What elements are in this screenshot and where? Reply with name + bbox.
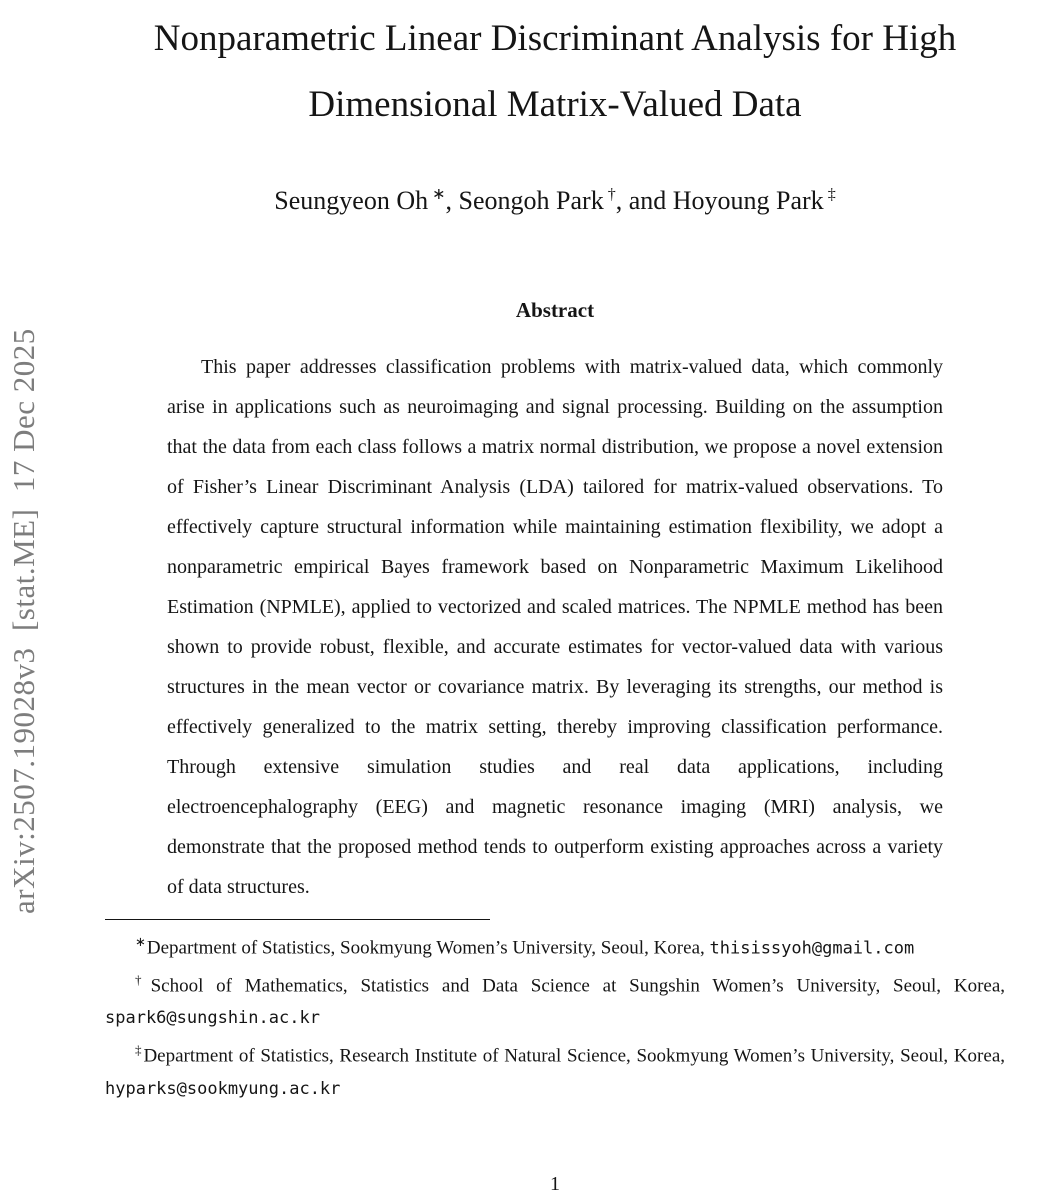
author-2	[459, 186, 673, 215]
author-2-mark: †	[607, 186, 616, 203]
footnote-1	[105, 926, 1005, 964]
author-2-name: Seongoh Park	[458, 185, 604, 215]
page-number: 1	[550, 1173, 560, 1195]
footnote-1-mark: ∗	[135, 933, 146, 949]
footnote-rule	[105, 919, 490, 920]
author-3	[673, 186, 836, 215]
abstract-heading: Abstract	[515, 297, 595, 322]
footnote-3-email: hyparks@sookmyung.ac.kr	[105, 1078, 341, 1099]
footnote-3-mark: ‡	[135, 1042, 143, 1058]
footnote-3	[105, 1034, 1005, 1104]
footnote-1-text: Department of Statistics, Sookmyung Women’s University, Seoul, Korea,	[146, 936, 710, 958]
author-3-mark: ‡	[827, 186, 836, 203]
author-1-name: Seungyeon Oh	[274, 185, 429, 215]
footnotes	[105, 926, 1005, 1105]
author-1	[274, 186, 458, 215]
author-1-separator: ,	[445, 185, 459, 215]
footnote-3-text: Department of Statistics, Research Institute of Natural Science, Sookmyung Women’s University, Seoul, Korea,	[143, 1045, 1005, 1067]
author-1-mark: ∗	[432, 186, 446, 203]
footnote-2-text: School of Mathematics, Statistics and Data Science at Sungshin Women’s University, Seoul, Korea,	[150, 975, 1006, 997]
footnote-1-email: thisissyoh@gmail.com	[709, 937, 915, 958]
author-2-separator: , and	[615, 185, 673, 215]
footnote-2-mark: †	[135, 971, 150, 987]
paper-title-line-2: Dimensional Matrix-Valued Data	[308, 84, 802, 125]
footnote-2-email: spark6@sungshin.ac.kr	[105, 1008, 320, 1029]
abstract-text: This paper addresses classification problems with matrix-valued data, which commonly arise in applications such as neuroimaging and signal processing. Building on the assumption that the data from each class follows a matrix normal distribution, we propose a novel extension of Fisher’s Linear Discriminant Analysis (LDA) tailored for matrix-valued observations. To effectively capture structural information while maintaining estimation flexibility, we adopt a nonparametric empirical Bayes framework based on Nonparametric Maximum Likelihood Estimation (NPMLE), applied to vectorized and scaled matrices. The NPMLE method has been shown to provide robust, flexible, and accurate estimates for vector-valued data with various structures in the mean vector or covariance matrix. By leveraging its strengths, our method is effectively generalized to the matrix setting, thereby improving classification performance. Through extensive simulation studies and real data applications, including electroencephalography (EEG) and magnetic resonance imaging (MRI) analysis, we demonstrate that the proposed method tends to outperform existing approaches across a variety of data structures.	[167, 355, 943, 898]
footnote-2	[105, 964, 1005, 1034]
paper-title-line-1: Nonparametric Linear Discriminant Analysis for High	[153, 18, 957, 59]
author-line	[105, 184, 1005, 216]
paper-title	[105, 6, 1005, 138]
arxiv-watermark: arXiv:2507.19028v3 [stat.ME] 17 Dec 2025	[6, 328, 41, 914]
author-3-name: Hoyoung Park	[672, 185, 824, 215]
abstract-section	[105, 298, 1005, 907]
